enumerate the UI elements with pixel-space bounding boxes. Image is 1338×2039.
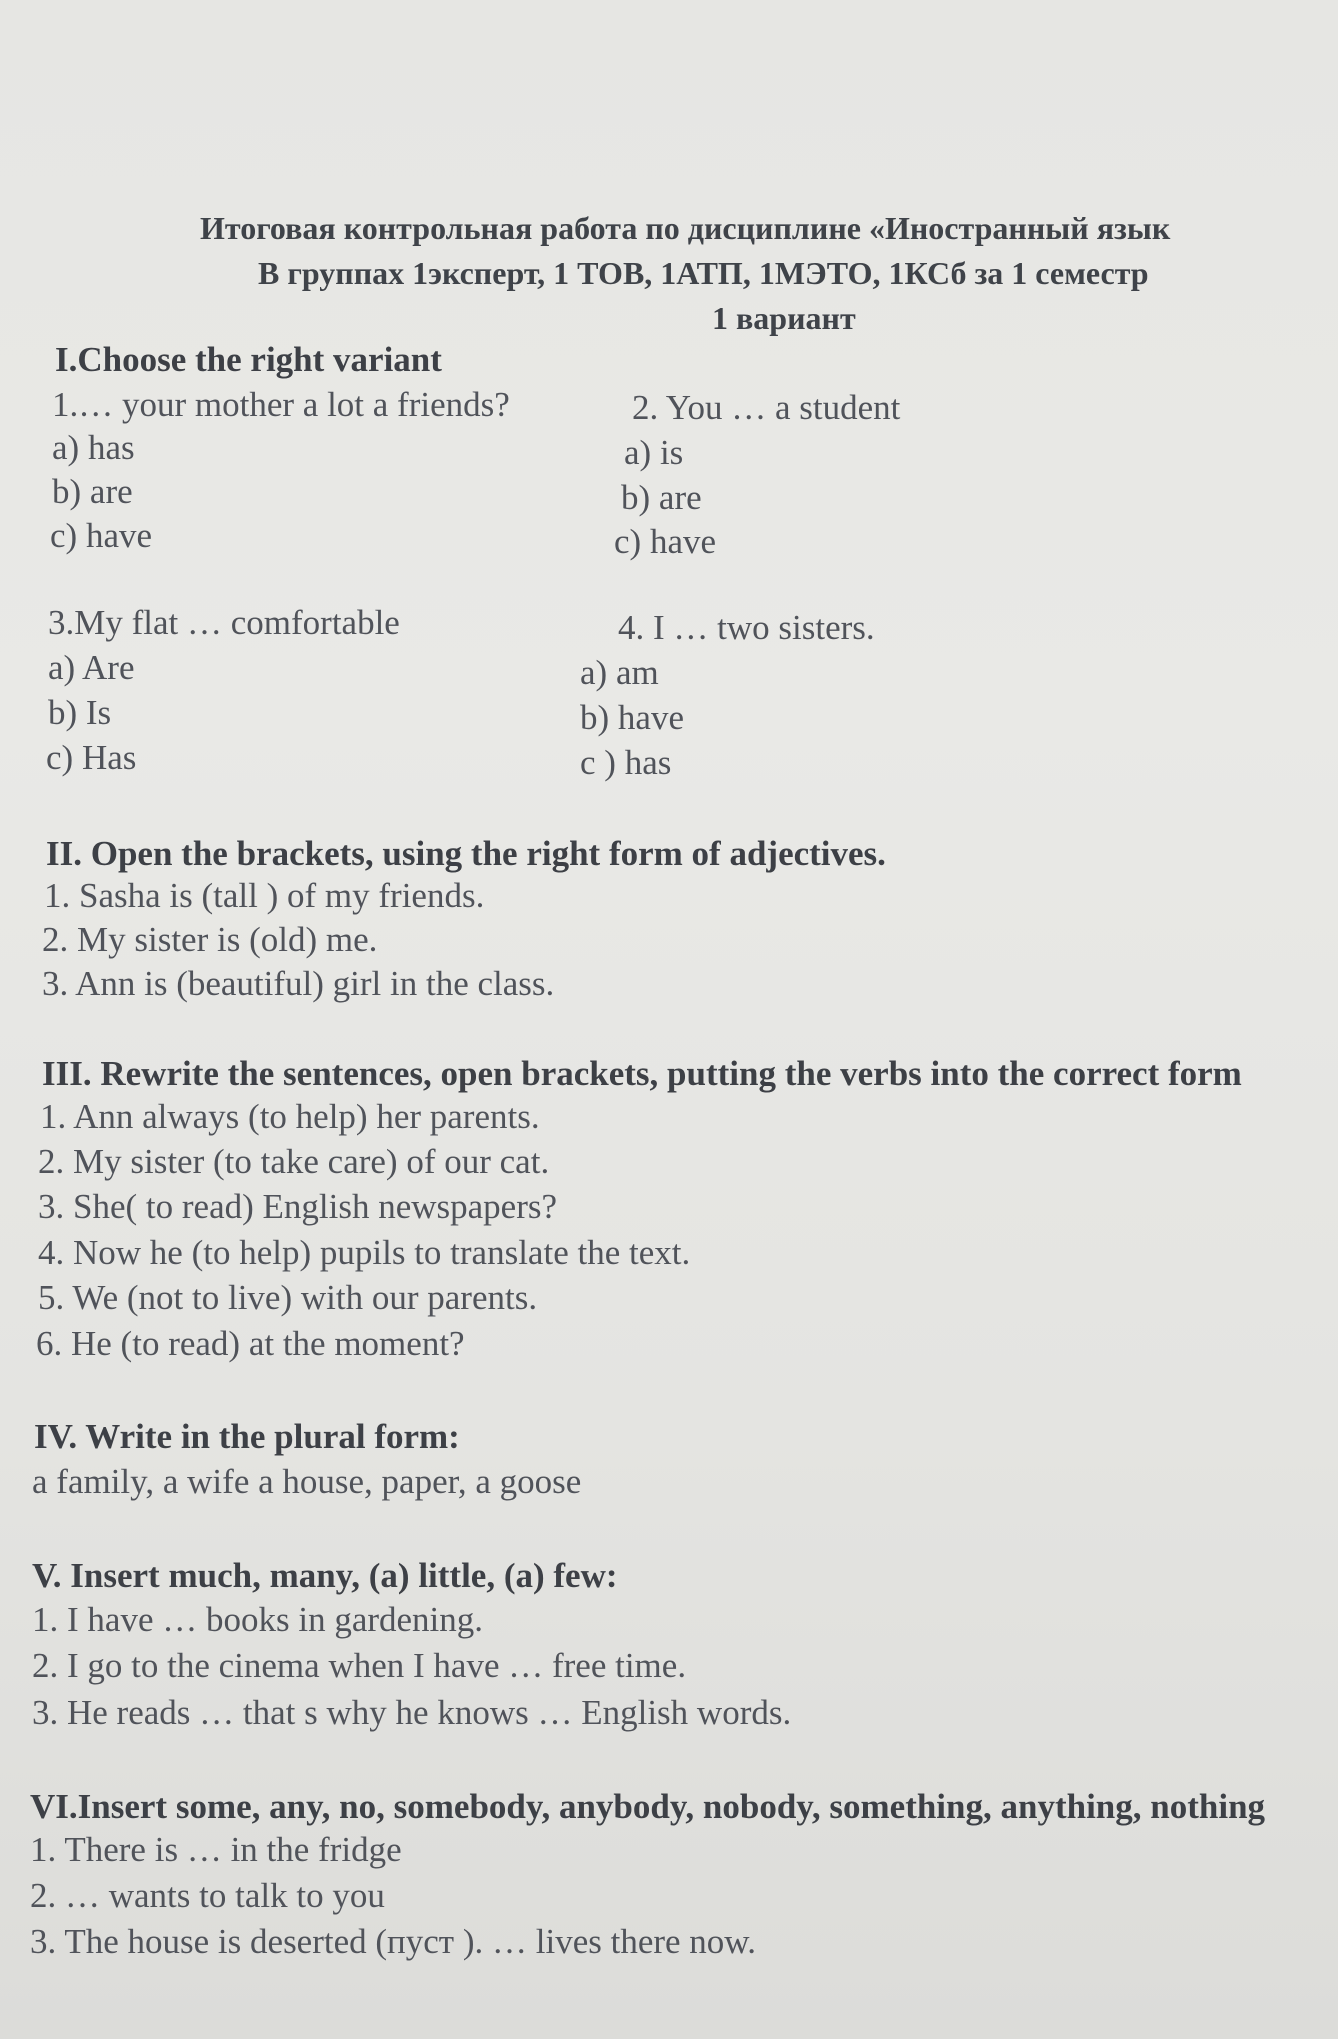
question-4-option-a: a) am — [580, 653, 659, 692]
section-5-item: 3. He reads … that s why he knows … English words. — [32, 1693, 792, 1732]
question-1-option-a: a) has — [52, 428, 135, 467]
section-6-title: VI.Insert some, any, no, somebody, anybody, nobody, something, anything, nothing — [30, 1787, 1266, 1826]
section-5-item: 1. I have … books in gardening. — [32, 1600, 484, 1639]
section-5-title: V. Insert much, many, (a) little, (a) few: — [32, 1556, 618, 1595]
section-2-item: 3. Ann is (beautiful) girl in the class. — [42, 964, 555, 1003]
question-2-option-a: a) is — [624, 433, 684, 472]
question-4-option-c: c ) has — [580, 743, 672, 782]
section-2-item: 2. My sister is (old) me. — [42, 920, 378, 959]
section-3-item: 2. My sister (to take care) of our cat. — [38, 1142, 550, 1181]
question-2-option-b: b) are — [621, 478, 702, 517]
question-1-option-c: c) have — [50, 516, 153, 555]
section-2-title: II. Open the brackets, using the right form of adjectives. — [46, 834, 886, 873]
section-5-item: 2. I go to the cinema when I have … free time. — [32, 1646, 687, 1685]
section-1-title: I.Choose the right variant — [55, 340, 442, 379]
header-variant: 1 вариант — [712, 300, 856, 336]
section-6-item: 2. … wants to talk to you — [30, 1876, 385, 1915]
question-4-option-b: b) have — [580, 698, 684, 737]
question-1: 1.… your mother a lot a friends? — [52, 385, 510, 424]
question-3: 3.My flat … comfortable — [48, 603, 400, 642]
question-4: 4. I … two sisters. — [618, 608, 875, 647]
header-groups: В группах 1эксперт, 1 ТОВ, 1АТП, 1МЭТО, 1КСб за 1 семестр — [258, 255, 1149, 291]
section-4-text: a family, a wife a house, paper, a goose — [32, 1462, 582, 1501]
question-2: 2. You … a student — [632, 388, 901, 427]
section-3-item: 5. We (not to live) with our parents. — [38, 1278, 538, 1317]
section-3-item: 1. Ann always (to help) her parents. — [40, 1097, 540, 1136]
question-2-option-c: c) have — [614, 522, 717, 561]
section-2-item: 1. Sasha is (tall ) of my friends. — [44, 876, 485, 915]
section-3-title: III. Rewrite the sentences, open brackets, putting the verbs into the correct form — [42, 1054, 1242, 1093]
header-title: Итоговая контрольная работа по дисциплине «Иностранный язык — [200, 210, 1171, 246]
section-3-item: 6. He (to read) at the moment? — [36, 1324, 465, 1363]
question-3-option-c: c) Has — [46, 738, 137, 777]
question-1-option-b: b) are — [52, 472, 133, 511]
question-3-option-b: b) Is — [48, 693, 112, 732]
section-3-item: 3. She( to read) English newspapers? — [38, 1187, 558, 1226]
question-3-option-a: a) Are — [48, 648, 135, 687]
section-6-item: 3. The house is deserted (пуст ). … lives there now. — [30, 1922, 757, 1961]
section-6-item: 1. There is … in the fridge — [30, 1830, 402, 1869]
section-4-title: IV. Write in the plural form: — [34, 1417, 460, 1456]
section-3-item: 4. Now he (to help) pupils to translate the text. — [38, 1233, 691, 1272]
